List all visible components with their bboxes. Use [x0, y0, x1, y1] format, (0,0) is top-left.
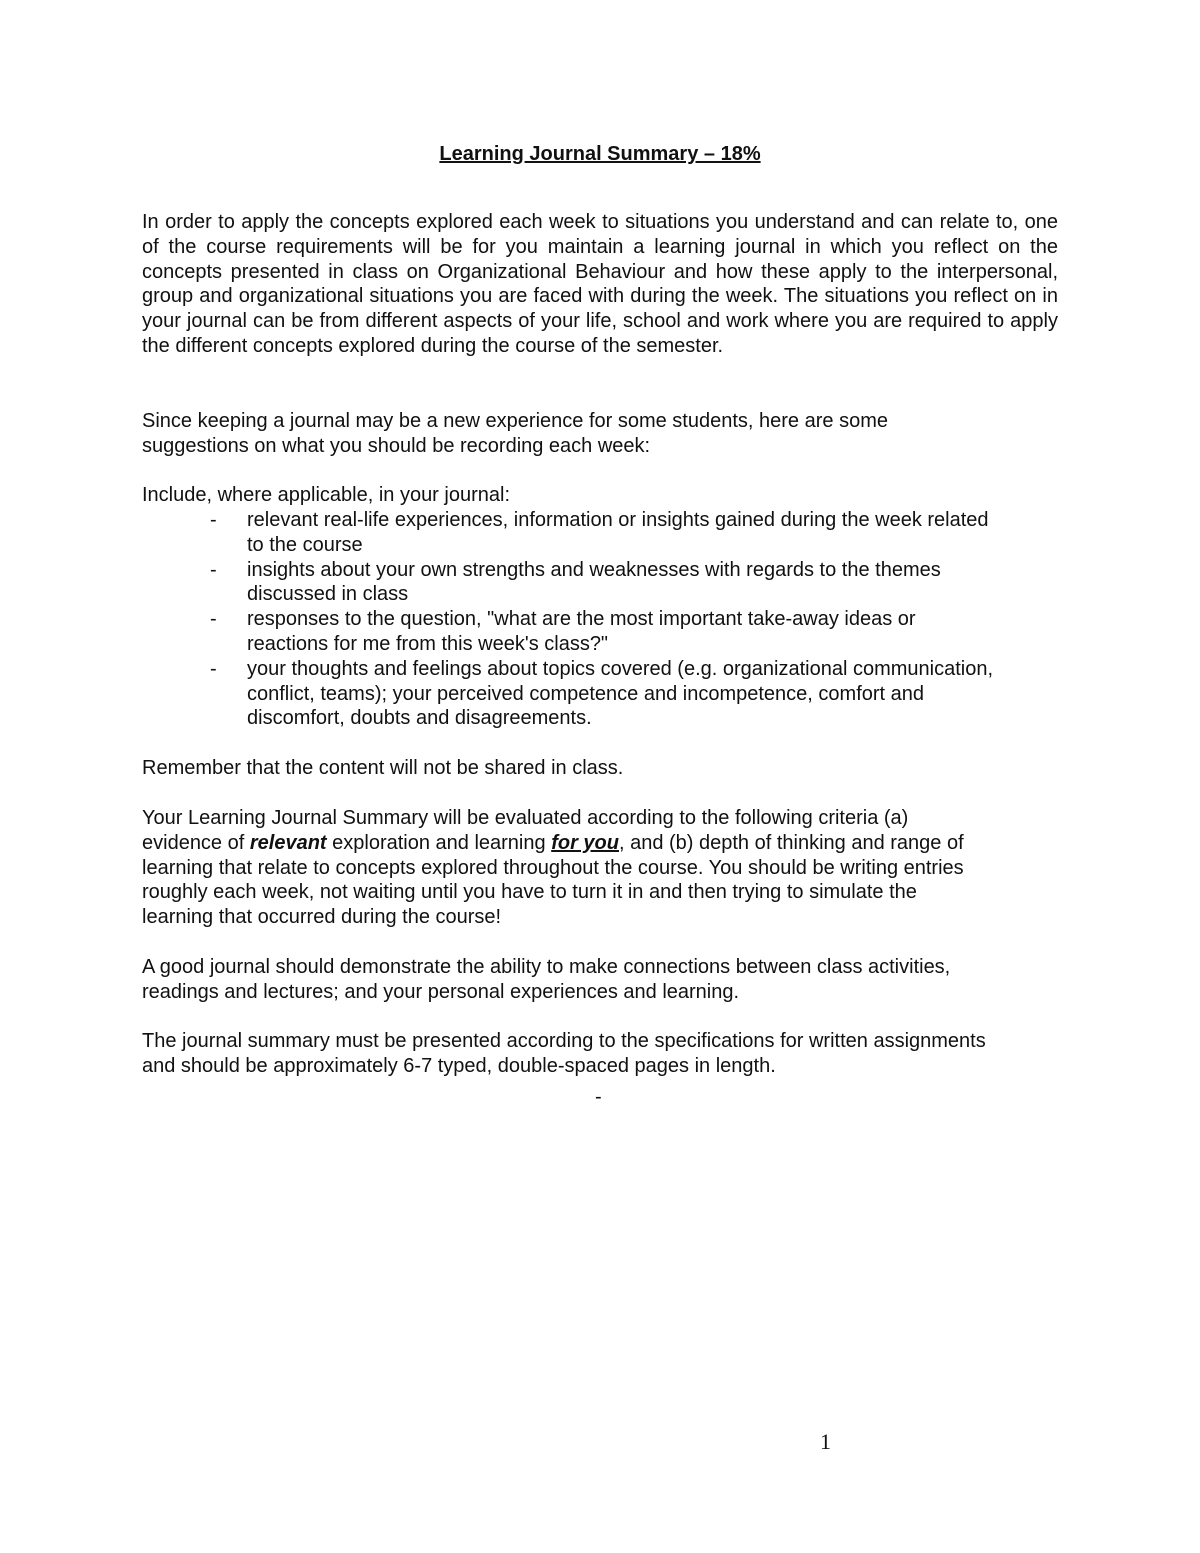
list-item-line: conflict, teams); your perceived competence and incompetence, comfort and: [247, 682, 925, 705]
evaluation-text: , and (b) depth of thinking and range of: [618, 831, 964, 854]
include-intro: Include, where applicable, in your journal:: [142, 484, 510, 506]
list-item-line: reactions for me from this week's class?": [247, 632, 609, 655]
list-item-line: your thoughts and feelings about topics covered (e.g. organizational communication,: [247, 657, 994, 680]
stray-dash: -: [595, 1086, 602, 1108]
intro-paragraph: In order to apply the concepts explored each week to situations you understand and can relate to, one of the course requirements will be for you maintain a learning journal in which you reflect on the concepts presented in class on Organizational Behaviour and how these apply to the interpersonal, group and organizational situations you are faced with during the week. The situations you reflect on in your journal can be from different aspects of your life, school and work where you are required to apply the different concepts explored during the course of the semester.: [142, 211, 1058, 357]
format-line-1: The journal summary must be presented according to the specifications for written assignments: [142, 1030, 986, 1052]
list-item-line: relevant real-life experiences, information or insights gained during the week related: [247, 509, 989, 531]
good-journal-line-1: A good journal should demonstrate the ability to make connections between class activities,: [142, 956, 951, 978]
suggestions-line-1: Since keeping a journal may be a new experience for some students, here are some: [142, 410, 888, 432]
list-item-line: discomfort, doubts and disagreements.: [247, 707, 592, 730]
bullet-marker: -: [210, 509, 217, 531]
evaluation-text: exploration and learning: [326, 831, 552, 854]
bullet-marker: -: [210, 558, 217, 581]
evaluation-paragraph: [142, 806, 1058, 930]
list-item-line: discussed in class: [247, 583, 409, 606]
evaluation-line-5: learning that occurred during the course!: [142, 906, 502, 929]
list-item-line: to the course: [247, 533, 363, 556]
page-number: 1: [820, 1429, 831, 1454]
evaluation-line-3: learning that relate to concepts explored throughout the course. You should be writing entries: [142, 856, 964, 879]
good-journal-line-2: readings and lectures; and your personal experiences and learning.: [142, 980, 740, 1003]
format-paragraph: [142, 1029, 1058, 1079]
bullet-marker: -: [210, 608, 217, 631]
emphasis-for-you: for you: [551, 831, 619, 854]
list-item: [142, 558, 1058, 608]
reminder-paragraph: Remember that the content will not be shared in class.: [142, 757, 624, 779]
emphasis-relevant: relevant: [249, 831, 327, 854]
suggestions-paragraph: [142, 409, 1058, 459]
suggestions-line-2: suggestions on what you should be recording each week:: [142, 434, 651, 457]
evaluation-text: evidence of: [142, 831, 250, 854]
list-item: [142, 657, 1058, 731]
page-title: Learning Journal Summary – 18%: [439, 143, 761, 165]
bullet-list: [142, 508, 1058, 731]
evaluation-line-4: roughly each week, not waiting until you have to turn it in and then trying to simulate the: [142, 881, 917, 904]
format-line-2: and should be approximately 6-7 typed, double-spaced pages in length.: [142, 1054, 776, 1077]
bullet-marker: -: [210, 657, 217, 680]
list-item-line: responses to the question, "what are the most important take-away ideas or: [247, 608, 916, 631]
list-item: [142, 508, 1058, 558]
list-item: [142, 607, 1058, 657]
list-item-line: insights about your own strengths and weaknesses with regards to the themes: [247, 558, 941, 581]
evaluation-line-1: Your Learning Journal Summary will be evaluated according to the following criteria (a): [142, 807, 909, 829]
good-journal-paragraph: [142, 955, 1058, 1005]
